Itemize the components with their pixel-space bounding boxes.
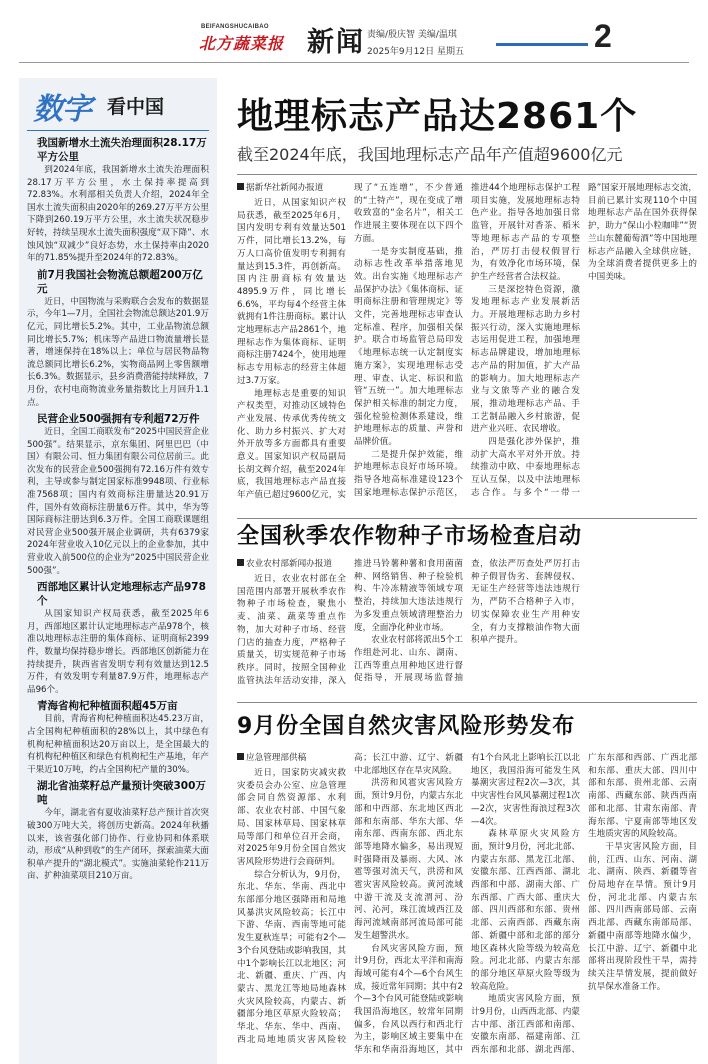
seed-top-rule bbox=[237, 518, 697, 519]
byline-square-icon bbox=[237, 183, 244, 190]
sidebar-item-text: 今年，湖北省有夏收油菜籽总产预计首次突破300万吨大关，将创历史新高。2024年秋播以来，该省强化部门协作、行业协同和体系联动，形成“从种到收”的生产闭环，探索油菜大面积单产提升的“湖北模式”。实施油菜轮作211万亩、扩种油菜项目210万亩。 bbox=[27, 808, 209, 882]
disaster-byline bbox=[237, 752, 346, 765]
article-paragraph: 一是夯实制度基础，推动标志性改革举措落地见效。出台实施《地理标志产品保护办法》《集体商标、证明商标注册和管理规定》等文件，完善地理标志审查认定标准、程序，加强相关保护。联合市场监管总局印发《地理标志统一认定制度实施方案》，实现地理标志受理、审查、认定、标识和监管“五统一”。加大地理标志保护相关标准的制定力度，强化检验检测体系建设，维护地理标志的质量、声誉和品牌价值。 bbox=[354, 246, 463, 448]
page-number: 2 bbox=[594, 18, 612, 54]
article-paragraph: 洪涝和风雹灾害风险方面，预计9月份，内蒙古东北部和中西部、东北地区西北部和东南部、华东大部、华南东部、西南东部、西北东部等地降水偏多，易出现短时强降雨及暴雨、大风、冰雹等强对流天气，洪涝和风雹灾害风险较高。黄河流域中游干流及支流渭河、汾河、沁河，珠江流域西江及海河流域南部河流局部可能发生超警洪水。 bbox=[354, 778, 463, 941]
masthead-accent-line bbox=[496, 43, 588, 46]
numbers-sidebar bbox=[19, 78, 217, 1064]
sidebar-item-title: 湖北省油菜籽总产量预计突破300万吨 bbox=[37, 780, 206, 807]
sidebar-news-item bbox=[27, 268, 209, 409]
sidebar-item-text: 目前，青海省枸杞种植面积达45.23万亩，占全国枸杞种植面积的28%以上，其中绿色有机枸杞种植面积达20万亩以上，是全国最大的有机枸杞种植区和绿色有机枸杞生产基地，年产干果近10万吨，约占全国枸杞产量的30%。 bbox=[27, 714, 209, 775]
article-paragraph: 近日，农业农村部在全国范围内部署开展秋季农作物种子市场检查，聚焦小麦、油菜、蔬菜等重点作物，加大对种子市场、经营门店的抽查力度，严格种子质量关，切实规范种子市场秩序。同时，按照全国种业监管执法年活动安排，深入推进马铃薯种薯和食用菌菌种、网络销售、种子检验机构、牛冷冻精液等领域专项整治，持续加大违法违规行为多发重点领域清理整治力度，全面净化种业市场。 bbox=[237, 559, 463, 686]
seed-byline bbox=[237, 558, 346, 571]
sidebar-item-title: 前7月我国社会物流总额超200万亿元 bbox=[37, 268, 203, 295]
article-paragraph: 四是强化涉外保护，推动扩大高水平对外开放。持续推动中欧、中泰地理标志互认互保，以及中法地理标志合作。与多个“一带一路”国家开展地理标志交流，目前已累计实现110个中国地理标志产品在国外获得保护，助力“保山小粒咖啡”“贺兰山东麓葡萄酒”等中国地理标志产品融入全球供应链，为全球消费者提供更多上的中国美味。 bbox=[471, 183, 697, 498]
section-title: 新闻 bbox=[307, 27, 365, 58]
article-paragraph: 三是深挖特色资源，激发地理标志产业发展新活力。开展地理标志助力乡村振兴行动，深入实施地理标志运用促进工程，加强地理标志品牌建设，增加地理标志产品的附加值，扩大产品的影响力。加大地理标志产业与文旅等产业的融合发展，推动地理标志产品、手工艺制品融入乡村旅游，促进产业兴旺、农民增收。 bbox=[471, 284, 580, 435]
main-byline-text: 据新华社新闻办报道 bbox=[246, 183, 324, 193]
main-headline-rule bbox=[237, 174, 697, 175]
sidebar-news-item bbox=[27, 412, 209, 577]
masthead bbox=[0, 0, 708, 62]
main-byline bbox=[237, 182, 346, 195]
article-paragraph: 二是提升保护效能，维护地理标志良好市场环境。指导各地高标准建设123个国家地理标志保护示范区，推进44个地理标志保护工程项目实施，发展地理标志特色产业。指导各地加强日常监管，开展针对香茶、稻米等地理标志产品的专项整治，严厉打击侵权假冒行为，有效净化市场环境，保护生产经营者合法权益。 bbox=[354, 183, 580, 498]
sidebar-news-item bbox=[27, 136, 209, 265]
main-headline: 地理标志产品达2861个 bbox=[237, 96, 638, 137]
article-paragraph: 近日，国家防灾减灾救灾委员会办公室、应急管理部会同自然资源部、水利部、农业农村部、中国气象局、国家林草局、国家林草局等部门和单位召开会商，对2025年9月份全国自然灾害风险形势进行会商研判。 bbox=[237, 768, 346, 867]
sidebar-item-title: 民营企业500强拥有专利超72万件 bbox=[37, 413, 200, 426]
sidebar-item-text: 近日，全国工商联发布“2025中国民营企业500强”。结果显示，京东集团、阿里巴巴（中国）有限公司、恒力集团有限公司位居前三。此次发布的民营企业500强拥有72.16万件有效专利，主导或参与制定国家标准9948项、行业标准7568项；国内有效商标注册量达20.91万件，国外有效商标注册量6万件。其中，华为等国际商标注册达到6.3万件。全国工商联课题组对民营企业500强开展企业调研，共有6379家2024年营业收入10亿元以上的企业参加，其中营业收入前500位的企业为“2025中国民营企业500强”。 bbox=[27, 427, 209, 576]
disaster-headline: 9月份全国自然灾害风险形势发布 bbox=[237, 714, 576, 739]
sidebar-item-title: 西部地区累计认定地理标志产品978个 bbox=[37, 581, 206, 608]
article-paragraph: 地理标志是重要的知识产权类型，对推动区域特色产业发展、传承优秀传统文化、助力乡村振兴、扩大对外开放等多方面都具有重要意义。国家知识产权局副局长胡文辉介绍，截至2024年底，我国地理标志产品直接年产值已超过9600亿元，实现了“五连增”，不少普通的“土特产”，现在变成了增收致富的“金名片”，相关工作进展主要体现在以下四个方面。 bbox=[237, 183, 463, 501]
sidebar-item-text: 近日，中国物流与采购联合会发布的数据显示，今年1—7月，全国社会物流总额达201.9万亿元，同比增长5.2%。其中，工业品物流总额同比增长5.7%；机床等产品进口物流量增长显著，增速保持在18%以上；单位与居民物品物流总额同比增长6.2%，实物商品网上零售额增长6.3%。数据显示，县乡消费潜能持续释放，7月份，农村电商物流业务量指数比上月回升1.1点。 bbox=[27, 296, 209, 408]
sidebar-title-accent: 数字 bbox=[33, 92, 91, 127]
disaster-article-body bbox=[237, 752, 697, 1060]
article-paragraph: 地质灾害风险方面，预计9月份，山西西北部、内蒙古中部、浙江西部和南部、安徽东南部、福建南部、江西东部和北部、湖北西部、广东东部和西部、广西北部和东部、重庆大部、四川中部和东部、贵州北部、云南南部、西藏东部、陕西西南部和北部、甘肃东南部、青海东部、宁夏南部等地区发生地质灾害的风险较高。 bbox=[471, 753, 697, 1056]
sidebar-news-item bbox=[27, 779, 209, 883]
disaster-top-rule bbox=[237, 702, 697, 703]
sidebar-item-text: 到2024年底，我国新增水土流失治理面积28.17万平方公里，水土保持率提高到72.83%。水利部相关负责人介绍，2024年全国水土流失面积由2020年的269.27万平方公里下降到260.19万平方公里，水土流失状况稳步好转，持续呈现水土流失面积强度“双下降”、水蚀风蚀“双减少”良好态势，水土保持率由2020年的71.85%提升至2024年的72.83%。 bbox=[27, 165, 209, 264]
seed-byline-text: 农业农村部新闻办报道 bbox=[246, 559, 332, 569]
article-paragraph: 森林草原火灾风险方面，预计9月份，河北北部、内蒙古东部、黑龙江北部、安徽东部、江西西部、湖北西部和中部、湖南大部、广东西部、广西大部、重庆大部、四川西部和东部、贵州北部、云南西部、西藏东南部、新疆中部和北部的部分地区森林火险等级为较高危险。河北北部、内蒙古东部的部分地区草原火险等级为较高危险。 bbox=[471, 829, 580, 992]
masthead-divider bbox=[19, 62, 689, 63]
main-subheadline: 截至2024年底，我国地理标志产品年产值超9600亿元 bbox=[237, 145, 623, 164]
sidebar-news-item bbox=[27, 580, 209, 696]
byline-square-icon bbox=[237, 753, 244, 760]
sidebar-title: 看中国 bbox=[107, 96, 165, 118]
article-paragraph: 台风灾害风险方面，预计9月份，西北太平洋和南海海域可能有4个—6个台风生成，接近常年同期；其中有2个—3个台风可能登陆或影响我国沿海地区，较常年同期偏多，台风以西行和西北行为主，影响区域主要集中在华东和华南沿海地区，其中有1个台风北上影响长江以北地区，我国沿海可能发生风暴潮灾害过程2次—3次，其中灾害性台风风暴潮过程1次—2次，灾害性海浪过程3次—4次。 bbox=[354, 753, 580, 1056]
sidebar-header bbox=[19, 78, 217, 140]
newspaper-logo: 北方蔬菜报 bbox=[199, 34, 285, 53]
sidebar-header-rule bbox=[27, 130, 209, 131]
seed-article-body bbox=[237, 558, 697, 690]
sidebar-items bbox=[27, 136, 209, 886]
seed-headline: 全国秋季农作物种子市场检查启动 bbox=[237, 524, 583, 549]
article-paragraph: 干旱灾害风险方面，目前，江西、山东、河南、湖北、湖南、陕西、新疆等省份局地存在旱情。预计9月份，河北北部、内蒙古东部、四川西南部局部、云南西北部、西藏东南部局部、新疆中南部等地降水偏少，长江中游、辽宁、新疆中北部将出现阶段性干旱，需持续关注旱情发展，提前做好抗旱保水准备工作。 bbox=[588, 841, 697, 992]
masthead-pinyin: BEIFANGSHUCAIBAO bbox=[201, 24, 269, 30]
sidebar-news-item bbox=[27, 699, 209, 776]
editors-credit: 责编/殷庆智 美编/温琪 bbox=[367, 30, 457, 40]
sidebar-item-text: 从国家知识产权局获悉，截至2025年6月，西部地区累计认定地理标志产品978个，核准以地理标志注册的集体商标、证明商标2399件，数量均保持稳步增长。西部地区创新能力在持续提升，陕西省省发明专利有效量达到12.5万件，有效发明专利量87.9万件，地理标志产品96个。 bbox=[27, 609, 209, 695]
byline-square-icon bbox=[237, 559, 244, 566]
article-paragraph: 综合分析认为，9月份，东北、华东、华南、西北中东部部分地区强降雨和局地风暴洪灾风险较高；长江中下游、华南、西南等地可能发生夏秋连旱；可能有2个—3个台风登陆或影响我国，其中1个影响长江以北地区；河北、新疆、重庆、广西、内蒙古、黑龙江等地局地森林火灾风险较高，内蒙古、新疆部分地区草原火险较高；华北、华东、华中、西南、西北局地地质灾害风险较高；长江中游、辽宁、新疆中北部地区存在旱灾风险。 bbox=[237, 753, 463, 1045]
issue-date: 2025年9月12日 星期五 bbox=[367, 47, 464, 57]
article-paragraph: 近日，从国家知识产权局获悉，截至2025年6月，国内发明专利有效量达501万件，同比增长13.2%，每万人口高价值发明专利拥有量达到15.3件，再创新高。国内注册商标有效量达4895.9万件，同比增长6.6%，平均每4个经营主体就拥有1件注册商标。累计认定地理标志产品2861个，地理标志作为集体商标、证明商标注册7424个，使用地理标志专用标志的经营主体超过3.7万家。 bbox=[237, 198, 346, 386]
article-paragraph: 农业农村部将派出5个工作组赴河北、山东、湖南、江西等重点用种地区进行督促指导，开展现场监督抽查，依法严厉查处严厉打击种子假冒伪劣、套牌侵权、无证生产经营等违法违规行为，严防不合格种子入市，切实保障农业生产用种安全，有力支撑粮油作物大面积单产提升。 bbox=[354, 559, 580, 684]
sidebar-item-title: 我国新增水土流失治理面积28.17万平方公里 bbox=[37, 137, 207, 163]
disaster-byline-text: 应急管理部供稿 bbox=[246, 753, 307, 763]
main-article-body bbox=[237, 182, 697, 512]
sidebar-item-title: 青海省枸杞种植面积超45万亩 bbox=[37, 700, 178, 713]
